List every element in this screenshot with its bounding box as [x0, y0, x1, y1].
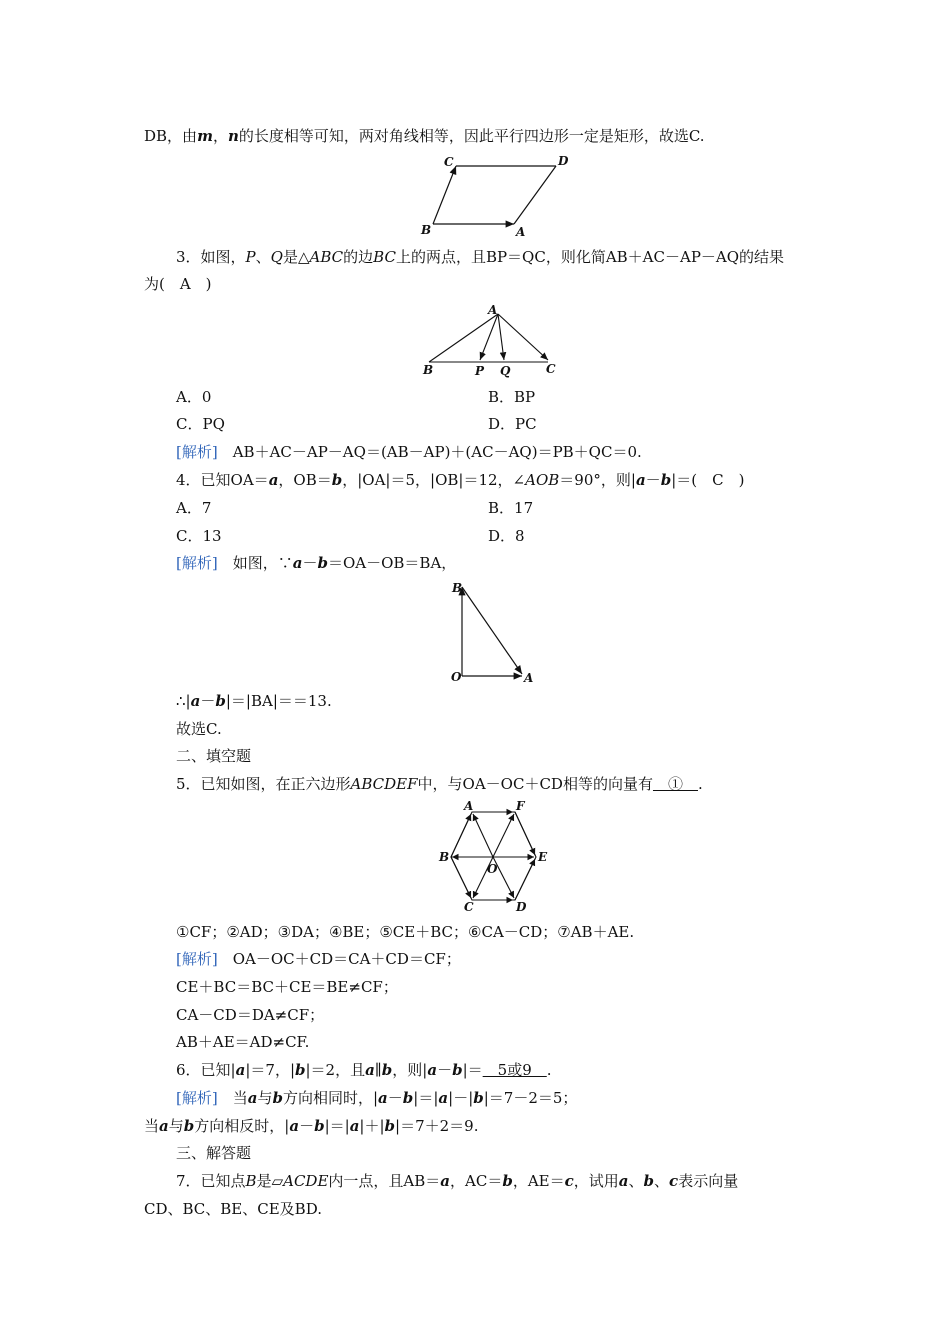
- text: ＝OA－OB＝BA，: [327, 554, 457, 572]
- var-a: a: [268, 471, 279, 489]
- label-E: E: [538, 850, 548, 864]
- text: －: [645, 471, 661, 489]
- text: 上的两点，且BP＝QC，则化简AB＋AC－AP－AQ的结果: [395, 248, 785, 266]
- section-heading-2: 二、填空题: [176, 747, 252, 765]
- q6-solution-2: [144, 1116, 478, 1136]
- label-B: B: [452, 581, 463, 595]
- var-a: a: [292, 554, 303, 572]
- text: 6．已知|: [176, 1061, 236, 1079]
- var-a: a: [438, 1089, 449, 1107]
- var-b: b: [314, 1117, 325, 1135]
- var-a: a: [365, 1061, 375, 1079]
- text: |＝2，且: [305, 1061, 366, 1079]
- text: ，: [212, 127, 228, 145]
- text: OA－OC＋CD＝CA＋CD＝CF；: [217, 950, 461, 968]
- vector-BA: [451, 814, 471, 857]
- text: |＝7＋2＝9.: [395, 1117, 479, 1135]
- vector-OA: [473, 814, 493, 857]
- vector-OF: [493, 814, 514, 857]
- text: 方向相同时，|: [282, 1089, 379, 1107]
- hexagon-figure: [435, 799, 555, 914]
- var-a: a: [618, 1172, 629, 1190]
- text: 与: [168, 1117, 184, 1135]
- label-O: O: [487, 862, 498, 876]
- text: 与: [257, 1089, 273, 1107]
- solution-tag: [解析]: [176, 443, 218, 461]
- var-a: a: [235, 1061, 246, 1079]
- q4-option-c: C．13: [176, 527, 222, 545]
- var-c: c: [669, 1172, 679, 1190]
- text: 当: [217, 1089, 248, 1107]
- var-a: a: [159, 1117, 169, 1135]
- text: |＝|BA|＝＝13.: [225, 692, 332, 710]
- var-a: a: [427, 1061, 438, 1079]
- label-O: O: [451, 670, 462, 684]
- text: .: [697, 775, 703, 793]
- text: 是△: [282, 248, 310, 266]
- answer-blank: ①: [652, 775, 698, 793]
- text: ∴|: [176, 692, 191, 710]
- vector-BA: [462, 587, 522, 674]
- var-ACDE: ACDE: [283, 1172, 329, 1190]
- text: ，AE＝: [512, 1172, 565, 1190]
- var-a: a: [635, 471, 646, 489]
- text: AB＋AC－AP－AQ＝(AB－AP)＋(AC－AQ)＝PB＋QC＝0.: [217, 443, 642, 461]
- q5-solution-3: CA－CD＝DA≠CF；: [176, 1006, 325, 1024]
- segment-AD: [514, 166, 556, 224]
- var-m: m: [197, 127, 213, 145]
- var-a: a: [289, 1117, 300, 1135]
- triangle-figure: [420, 302, 560, 378]
- var-b: b: [384, 1117, 396, 1135]
- parallelogram-figure: [418, 152, 578, 238]
- label-D: D: [558, 154, 569, 168]
- label-P: P: [475, 364, 485, 378]
- text: ∥: [374, 1061, 382, 1079]
- text: 是▱: [256, 1172, 284, 1190]
- var-AOB: AOB: [525, 471, 560, 489]
- text: 当: [144, 1117, 160, 1135]
- var-P: P: [245, 248, 256, 266]
- text: 5．已知如图，在正六边形: [176, 775, 351, 793]
- var-a: a: [190, 692, 201, 710]
- text: 如图，∵: [217, 554, 293, 572]
- text: －: [302, 554, 318, 572]
- text: 表示向量: [678, 1172, 739, 1190]
- var-c: c: [564, 1172, 574, 1190]
- solution-tag: [解析]: [176, 1089, 218, 1107]
- label-C: C: [546, 362, 556, 376]
- label-D: D: [516, 900, 527, 914]
- label-C: C: [444, 155, 454, 169]
- q5-solution-2: CE＋BC＝BC＋CE＝BE≠CF；: [176, 978, 398, 996]
- solution-tag: [解析]: [176, 950, 218, 968]
- q3-option-c: C．PQ: [176, 415, 225, 433]
- text: |＝|: [324, 1117, 350, 1135]
- answer-blank: 5或9: [482, 1061, 547, 1079]
- q3-line-1: [176, 247, 784, 267]
- text: |＝7－2＝5；: [483, 1089, 578, 1107]
- var-a: a: [247, 1089, 258, 1107]
- text: |＝7，|: [245, 1061, 295, 1079]
- text: 、: [255, 248, 271, 266]
- text: 、: [628, 1172, 644, 1190]
- q4-solution-3: 故选C.: [176, 720, 222, 738]
- text: －: [387, 1089, 403, 1107]
- text: |＝( C ): [671, 471, 745, 489]
- q5-solution-4: AB＋AE＝AD≠CF.: [176, 1033, 310, 1051]
- q3-solution: [176, 442, 642, 462]
- text: 的边: [343, 248, 374, 266]
- text: 7．已知点: [176, 1172, 246, 1190]
- vector-AC: [498, 314, 548, 360]
- segment-AB: [429, 314, 498, 362]
- label-A: A: [524, 671, 534, 685]
- text: －: [299, 1117, 315, 1135]
- text: －: [437, 1061, 453, 1079]
- q4-option-d: D．8: [488, 527, 525, 545]
- var-b: b: [331, 471, 343, 489]
- text: DB，由: [144, 127, 198, 145]
- right-triangle-figure: [446, 578, 546, 688]
- label-B: B: [439, 850, 450, 864]
- text: ，OB＝: [278, 471, 332, 489]
- q3-option-a: A．0: [176, 388, 212, 406]
- vector-BC: [451, 857, 471, 898]
- var-b: b: [295, 1061, 306, 1079]
- label-C: C: [464, 900, 474, 914]
- text: 4．已知OA＝: [176, 471, 269, 489]
- var-Q: Q: [270, 248, 283, 266]
- var-B: B: [245, 1172, 257, 1190]
- q5-solution-1: [176, 949, 461, 969]
- vector-AQ: [498, 314, 504, 360]
- q7-stem-2: CD、BC、BE、CE及BD.: [144, 1200, 322, 1218]
- solution-tag: [解析]: [176, 554, 218, 572]
- text: |＝|: [413, 1089, 439, 1107]
- text: ，试用: [573, 1172, 619, 1190]
- var-b: b: [215, 692, 226, 710]
- q4-option-a: A．7: [176, 499, 212, 517]
- q3-option-b: B．BP: [488, 388, 536, 406]
- q7-stem-1: [176, 1171, 738, 1191]
- text: ＝90°，则|: [559, 471, 636, 489]
- label-B: B: [421, 223, 432, 237]
- var-b: b: [643, 1172, 655, 1190]
- segment-BC: [433, 166, 456, 224]
- var-b: b: [272, 1089, 283, 1107]
- label-B: B: [423, 363, 434, 377]
- vector-DE: [515, 859, 535, 900]
- text: 为( A ): [144, 275, 212, 293]
- var-ABC: ABC: [309, 248, 344, 266]
- q6-stem: [176, 1060, 552, 1080]
- text: 3．如图，: [176, 248, 246, 266]
- var-a: a: [349, 1117, 360, 1135]
- q5-stem: [176, 774, 703, 794]
- var-b: b: [452, 1061, 463, 1079]
- text: .: [546, 1061, 552, 1079]
- text: 、: [654, 1172, 670, 1190]
- q3-option-d: D．PC: [488, 415, 537, 433]
- var-BC: BC: [373, 248, 396, 266]
- var-b: b: [183, 1117, 195, 1135]
- q4-option-b: B．17: [488, 499, 534, 517]
- text: 中，与OA－OC＋CD相等的向量有: [417, 775, 653, 793]
- q3-line-2: [144, 274, 212, 294]
- label-A: A: [464, 799, 474, 813]
- label-Q: Q: [500, 364, 511, 378]
- text-line-1: [144, 126, 705, 146]
- var-b: b: [381, 1061, 393, 1079]
- text: ，则|: [392, 1061, 428, 1079]
- var-a: a: [378, 1089, 388, 1107]
- text: 的长度相等可知，两对角线相等，因此平行四边形一定是矩形，故选C.: [238, 127, 705, 145]
- label-F: F: [516, 799, 525, 813]
- q6-solution-1: [176, 1088, 577, 1108]
- vector-FE: [515, 812, 535, 855]
- q5-options: ①CF；②AD；③DA；④BE；⑤CE＋BC；⑥CA－CD；⑦AB＋AE.: [176, 923, 635, 941]
- label-A: A: [488, 303, 498, 317]
- text: 内一点，且AB＝: [328, 1172, 441, 1190]
- q4-stem: [176, 470, 744, 490]
- text: 方向相反时，|: [194, 1117, 290, 1135]
- var-b: b: [502, 1172, 513, 1190]
- text: |－|: [448, 1089, 474, 1107]
- var-a: a: [440, 1172, 451, 1190]
- text: |＝: [462, 1061, 483, 1079]
- text: |＋|: [359, 1117, 385, 1135]
- text: ，|OA|＝5，|OB|＝12，∠: [342, 471, 526, 489]
- section-heading-3: 三、解答题: [176, 1144, 252, 1162]
- var-b: b: [402, 1089, 414, 1107]
- var-b: b: [473, 1089, 484, 1107]
- q4-solution-2: [176, 691, 332, 711]
- label-A: A: [516, 225, 526, 239]
- var-n: n: [227, 127, 239, 145]
- q4-solution-1: [176, 553, 456, 573]
- var-b: b: [317, 554, 328, 572]
- var-b: b: [660, 471, 672, 489]
- var-ABCDEF: ABCDEF: [350, 775, 418, 793]
- text: －: [200, 692, 216, 710]
- text: ，AC＝: [450, 1172, 503, 1190]
